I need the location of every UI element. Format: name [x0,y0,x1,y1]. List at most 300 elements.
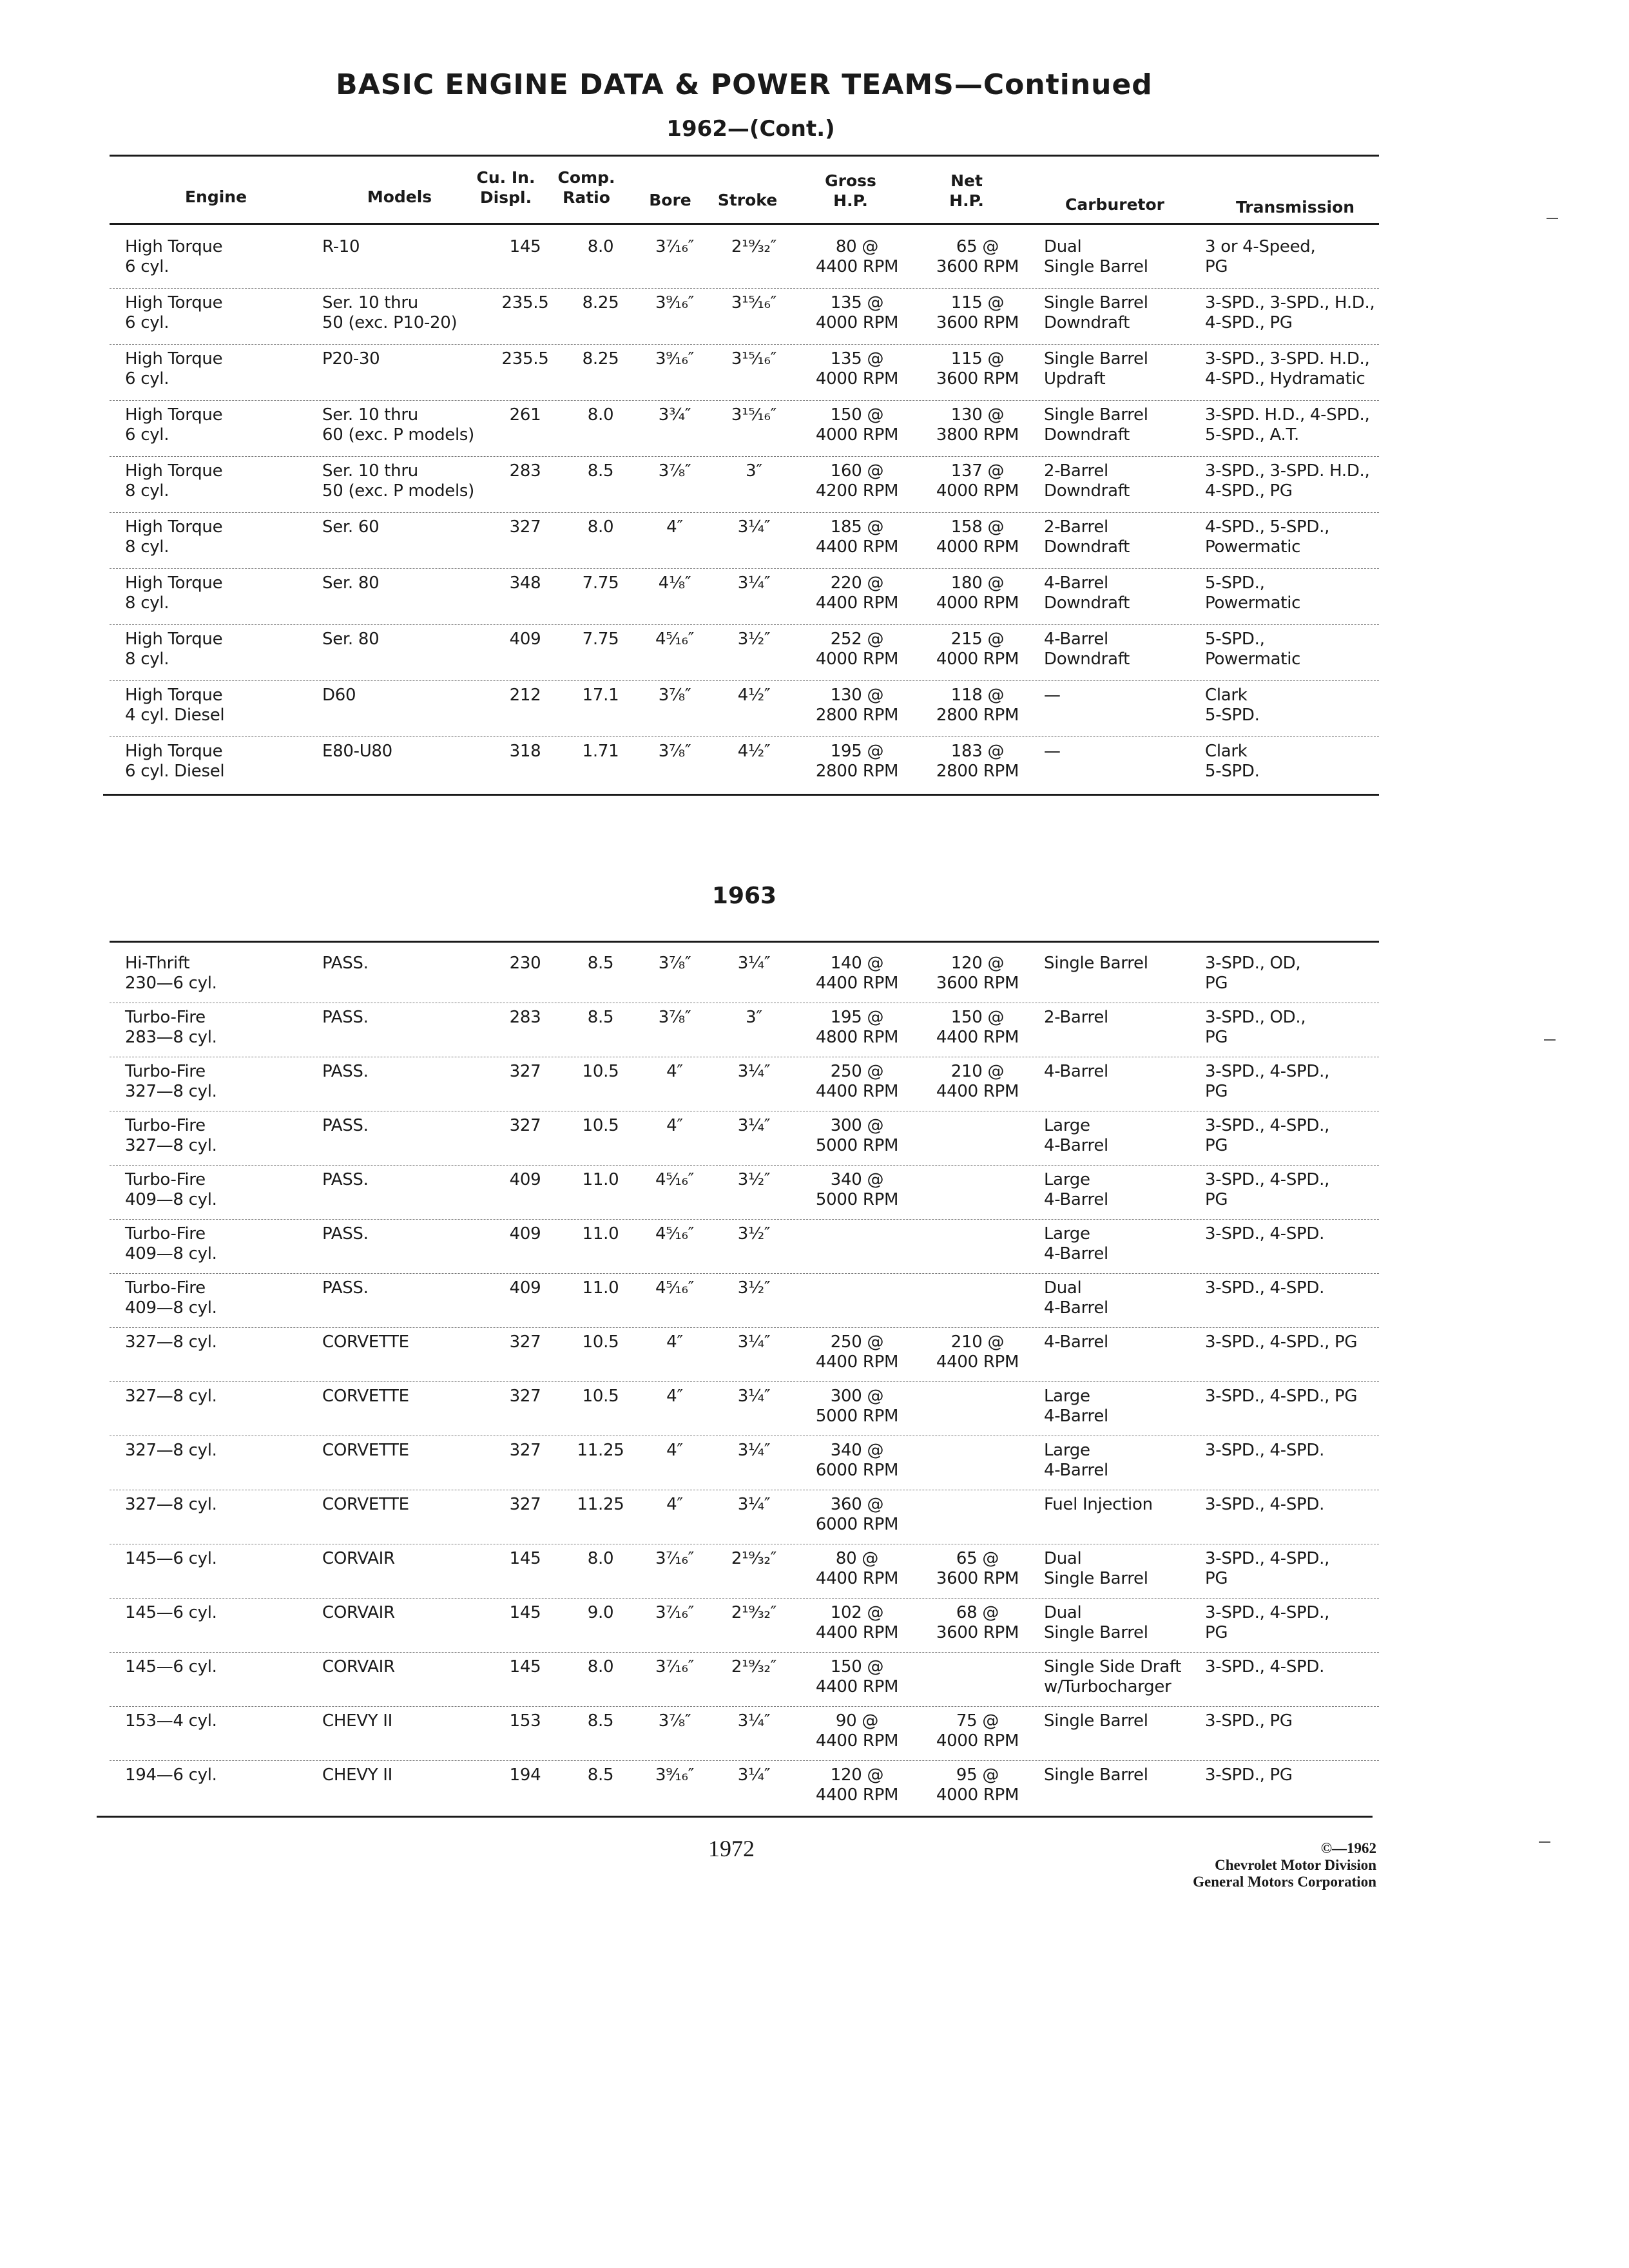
cell-net: 68 @ 3600 RPM [936,1603,1019,1642]
cell-displ: 409 [509,1170,541,1189]
cell-engine: 327—8 cyl. [125,1495,217,1514]
cell-engine: 145—6 cyl. [125,1603,217,1622]
cell-gross: 160 @ 4200 RPM [815,461,899,501]
cell-bore: 4″ [666,1441,683,1460]
cell-gross: 250 @ 4400 RPM [815,1062,899,1101]
cell-models: CORVAIR [322,1549,395,1568]
col-header-engine: Engine [184,187,247,206]
cell-displ: 145 [509,237,541,256]
cell-comp: 8.5 [587,461,614,481]
col-header-transmission: Transmission [1235,198,1355,216]
cell-engine: High Torque 8 cyl. [125,629,223,669]
cell-trans: 3-SPD. H.D., 4-SPD., 5-SPD., A.T. [1205,405,1370,445]
cell-gross: 252 @ 4000 RPM [815,629,899,669]
cell-displ: 261 [509,405,541,425]
cell-engine: 194—6 cyl. [125,1765,217,1785]
table-row [110,1652,1379,1707]
cell-carb: Single Barrel Downdraft [1044,405,1148,445]
table-row [110,680,1379,737]
cell-comp: 8.5 [587,954,614,973]
cell-carb: Dual Single Barrel [1044,1549,1148,1588]
page-title: BASIC ENGINE DATA & POWER TEAMS—Continued [336,68,1153,101]
cell-displ: 212 [509,686,541,705]
cell-stroke: 4½″ [737,742,771,761]
cell-gross: 300 @ 5000 RPM [815,1387,899,1426]
table-row [110,568,1379,625]
table-row [110,1706,1379,1761]
cell-displ: 153 [509,1711,541,1731]
cell-net: 130 @ 3800 RPM [936,405,1019,445]
cell-trans: 4-SPD., 5-SPD., Powermatic [1205,517,1330,557]
cell-comp: 7.75 [582,629,619,649]
cell-bore: 4″ [666,1387,683,1406]
cell-carb: Single Side Draft w/Turbocharger [1044,1657,1182,1696]
cell-bore: 4″ [666,1332,683,1352]
cell-stroke: 3¼″ [737,1441,771,1460]
cell-comp: 10.5 [582,1062,619,1081]
copyright-notice: ©—1962 Chevrolet Motor Division General Motors Corporation [1193,1840,1376,1890]
cell-engine: 327—8 cyl. [125,1332,217,1352]
table-row [110,948,1379,1003]
col-header-gross: Gross H.P. [825,171,876,210]
cell-engine: 145—6 cyl. [125,1549,217,1568]
cell-bore: 3⅞″ [658,1008,691,1027]
cell-trans: 3-SPD., 3-SPD., H.D., 4-SPD., PG [1205,293,1375,332]
cell-displ: 283 [509,1008,541,1027]
cell-displ: 409 [509,1278,541,1298]
cell-stroke: 3″ [746,461,762,481]
cell-displ: 235.5 [501,293,549,312]
cell-comp: 11.0 [582,1170,619,1189]
cell-comp: 10.5 [582,1387,619,1406]
cell-comp: 10.5 [582,1332,619,1352]
cell-comp: 11.25 [577,1495,624,1514]
cell-displ: 230 [509,954,541,973]
cell-displ: 327 [509,517,541,537]
cell-stroke: 3½″ [737,1224,771,1244]
section-1962-title: 1962—(Cont.) [666,116,835,142]
cell-stroke: 3½″ [737,1170,771,1189]
cell-trans: 3-SPD., 4-SPD. [1205,1495,1325,1514]
cell-stroke: 2¹⁹⁄₃₂″ [731,1657,777,1677]
table-row [110,1003,1379,1057]
cell-bore: 3⁹⁄₁₆″ [655,293,695,312]
cell-displ: 145 [509,1549,541,1568]
table-row [110,400,1379,457]
table-row [110,1165,1379,1220]
cell-comp: 8.0 [587,1657,614,1677]
cell-stroke: 3¼″ [737,1387,771,1406]
cell-comp: 8.5 [587,1008,614,1027]
cell-trans: 3-SPD., 4-SPD., PG [1205,1062,1330,1101]
cell-engine: Turbo-Fire 409—8 cyl. [125,1170,217,1209]
cell-bore: 4″ [666,1116,683,1135]
cell-engine: 153—4 cyl. [125,1711,217,1731]
cell-displ: 145 [509,1603,541,1622]
cell-bore: 4⁵⁄₁₆″ [655,629,695,649]
col-header-comp: Comp. Ratio [557,168,615,207]
cell-stroke: 3¼″ [737,573,771,593]
cell-net: 65 @ 3600 RPM [936,1549,1019,1588]
cell-net: 180 @ 4000 RPM [936,573,1019,613]
cell-stroke: 3¼″ [737,1062,771,1081]
margin-mark [1544,1039,1556,1041]
cell-carb: 4-Barrel [1044,1332,1108,1352]
cell-engine: Turbo-Fire 327—8 cyl. [125,1116,217,1155]
table-row [110,1544,1379,1599]
cell-trans: 3-SPD., 4-SPD., PG [1205,1387,1358,1406]
cell-engine: High Torque 6 cyl. [125,237,223,276]
col-header-displ: Cu. In. Displ. [476,168,535,207]
cell-comp: 10.5 [582,1116,619,1135]
cell-comp: 8.0 [587,405,614,425]
cell-carb: Large 4-Barrel [1044,1441,1108,1480]
cell-models: Ser. 60 [322,517,380,537]
table-row [110,512,1379,569]
cell-engine: Turbo-Fire 327—8 cyl. [125,1062,217,1101]
table-row [110,1219,1379,1274]
cell-gross: 195 @ 2800 RPM [815,742,899,781]
cell-carb: Large 4-Barrel [1044,1170,1108,1209]
cell-displ: 318 [509,742,541,761]
cell-models: PASS. [322,1170,369,1189]
table-1962-body [110,226,1379,793]
cell-gross: 140 @ 4400 RPM [815,954,899,993]
table-row [110,288,1379,345]
cell-gross: 135 @ 4000 RPM [815,293,899,332]
cell-carb: 2-Barrel Downdraft [1044,517,1130,557]
cell-comp: 1.71 [582,742,619,761]
cell-displ: 327 [509,1332,541,1352]
cell-trans: 3-SPD., 4-SPD. [1205,1441,1325,1460]
cell-engine: Turbo-Fire 409—8 cyl. [125,1224,217,1264]
cell-trans: Clark 5-SPD. [1205,686,1260,725]
cell-engine: Hi-Thrift 230—6 cyl. [125,954,217,993]
cell-trans: 3-SPD., 4-SPD. [1205,1224,1325,1244]
cell-trans: Clark 5-SPD. [1205,742,1260,781]
cell-stroke: 3″ [746,1008,762,1027]
cell-net: 158 @ 4000 RPM [936,517,1019,557]
cell-bore: 4⁵⁄₁₆″ [655,1170,695,1189]
cell-displ: 348 [509,573,541,593]
cell-bore: 3⁷⁄₁₆″ [655,1549,695,1568]
cell-engine: High Torque 8 cyl. [125,573,223,613]
cell-models: PASS. [322,1116,369,1135]
cell-net: 183 @ 2800 RPM [936,742,1019,781]
cell-carb: Single Barrel [1044,954,1148,973]
cell-comp: 8.0 [587,517,614,537]
cell-gross: 300 @ 5000 RPM [815,1116,899,1155]
cell-carb: Single Barrel [1044,1711,1148,1731]
table-1963-bottom-rule [97,1816,1373,1818]
cell-carb: Large 4-Barrel [1044,1224,1108,1264]
cell-carb: 2-Barrel Downdraft [1044,461,1130,501]
table-row [110,736,1379,793]
col-header-bore: Bore [649,191,691,209]
cell-comp: 9.0 [587,1603,614,1622]
cell-net: 118 @ 2800 RPM [936,686,1019,725]
cell-stroke: 3¼″ [737,517,771,537]
cell-engine: High Torque 8 cyl. [125,461,223,501]
cell-stroke: 2¹⁹⁄₃₂″ [731,1603,777,1622]
cell-engine: Turbo-Fire 283—8 cyl. [125,1008,217,1047]
cell-carb: — [1044,742,1061,761]
cell-stroke: 3¼″ [737,1711,771,1731]
cell-stroke: 3¼″ [737,954,771,973]
cell-models: CHEVY II [322,1765,393,1785]
cell-comp: 8.25 [582,293,619,312]
cell-gross: 90 @ 4400 RPM [815,1711,899,1751]
table-row [110,1057,1379,1111]
cell-models: PASS. [322,1278,369,1298]
table-row [110,1598,1379,1653]
cell-bore: 3⁹⁄₁₆″ [655,1765,695,1785]
cell-trans: 3-SPD., PG [1205,1765,1293,1785]
cell-engine: High Torque 6 cyl. [125,293,223,332]
table-row [110,456,1379,513]
cell-comp: 8.0 [587,1549,614,1568]
cell-carb: Single Barrel Downdraft [1044,293,1148,332]
cell-trans: 3-SPD., PG [1205,1711,1293,1731]
cell-trans: 3-SPD., 4-SPD., PG [1205,1549,1330,1588]
cell-models: D60 [322,686,356,705]
cell-gross: 120 @ 4400 RPM [815,1765,899,1805]
cell-models: Ser. 10 thru 60 (exc. P models) [322,405,474,445]
cell-gross: 150 @ 4400 RPM [815,1657,899,1696]
cell-stroke: 2¹⁹⁄₃₂″ [731,1549,777,1568]
cell-trans: 3-SPD., 4-SPD., PG [1205,1170,1330,1209]
cell-trans: 3-SPD., 4-SPD., PG [1205,1603,1330,1642]
cell-displ: 327 [509,1116,541,1135]
table-1962-header-rule [110,223,1379,225]
cell-models: CORVETTE [322,1332,409,1352]
cell-bore: 3⁷⁄₁₆″ [655,1657,695,1677]
cell-models: P20-30 [322,349,380,369]
cell-carb: Large 4-Barrel [1044,1116,1108,1155]
section-1963-title: 1963 [711,883,777,909]
cell-bore: 3⁹⁄₁₆″ [655,349,695,369]
cell-stroke: 3½″ [737,1278,771,1298]
cell-trans: 3-SPD., OD., PG [1205,1008,1306,1047]
cell-engine: High Torque 4 cyl. Diesel [125,686,225,725]
cell-gross: 135 @ 4000 RPM [815,349,899,389]
cell-net: 210 @ 4400 RPM [936,1332,1019,1372]
cell-models: CORVETTE [322,1441,409,1460]
col-header-models: Models [367,187,432,206]
cell-carb: 4-Barrel [1044,1062,1108,1081]
cell-stroke: 3¼″ [737,1116,771,1135]
cell-displ: 327 [509,1441,541,1460]
cell-displ: 327 [509,1062,541,1081]
col-header-carburetor: Carburetor [1065,195,1164,214]
cell-trans: 3-SPD., 3-SPD. H.D., 4-SPD., PG [1205,461,1370,501]
cell-gross: 220 @ 4400 RPM [815,573,899,613]
cell-stroke: 2¹⁹⁄₃₂″ [731,237,777,256]
cell-engine: Turbo-Fire 409—8 cyl. [125,1278,217,1318]
cell-displ: 235.5 [501,349,549,369]
cell-carb: Dual Single Barrel [1044,237,1148,276]
cell-gross: 80 @ 4400 RPM [815,237,899,276]
cell-engine: 327—8 cyl. [125,1387,217,1406]
cell-stroke: 3¹⁵⁄₁₆″ [731,349,777,369]
cell-gross: 340 @ 6000 RPM [815,1441,899,1480]
cell-carb: Large 4-Barrel [1044,1387,1108,1426]
cell-models: PASS. [322,1008,369,1027]
cell-displ: 283 [509,461,541,481]
table-row [110,1760,1379,1814]
cell-carb: 4-Barrel Downdraft [1044,573,1130,613]
table-row [110,232,1379,289]
cell-engine: High Torque 6 cyl. [125,405,223,445]
cell-trans: 3-SPD., 4-SPD. [1205,1278,1325,1298]
cell-net: 75 @ 4000 RPM [936,1711,1019,1751]
cell-carb: 4-Barrel Downdraft [1044,629,1130,669]
table-1962-bottom-rule [103,794,1379,796]
cell-trans: 3 or 4-Speed, PG [1205,237,1316,276]
cell-net: 210 @ 4400 RPM [936,1062,1019,1101]
table-row [110,1111,1379,1166]
cell-stroke: 3½″ [737,629,771,649]
cell-trans: 3-SPD., 4-SPD., PG [1205,1332,1358,1352]
table-row [110,1327,1379,1382]
table-1963-body [110,942,1379,1812]
cell-net: 137 @ 4000 RPM [936,461,1019,501]
cell-bore: 4″ [666,1062,683,1081]
cell-trans: 3-SPD., OD, PG [1205,954,1301,993]
cell-bore: 3⁷⁄₁₆″ [655,237,695,256]
cell-stroke: 3¼″ [737,1495,771,1514]
cell-stroke: 4½″ [737,686,771,705]
cell-carb: Dual Single Barrel [1044,1603,1148,1642]
cell-trans: 5-SPD., Powermatic [1205,629,1301,669]
cell-gross: 150 @ 4000 RPM [815,405,899,445]
cell-comp: 11.25 [577,1441,624,1460]
cell-net: 150 @ 4400 RPM [936,1008,1019,1047]
cell-displ: 409 [509,629,541,649]
cell-comp: 11.0 [582,1278,619,1298]
cell-net: 95 @ 4000 RPM [936,1765,1019,1805]
table-row [110,1436,1379,1490]
cell-models: R-10 [322,237,360,256]
col-header-stroke: Stroke [717,191,778,209]
cell-carb: 2-Barrel [1044,1008,1108,1027]
cell-gross: 360 @ 6000 RPM [815,1495,899,1534]
cell-comp: 8.5 [587,1765,614,1785]
table-row [110,624,1379,681]
cell-bore: 4⁵⁄₁₆″ [655,1278,695,1298]
table-row [110,1490,1379,1544]
cell-net: 120 @ 3600 RPM [936,954,1019,993]
cell-gross: 195 @ 4800 RPM [815,1008,899,1047]
cell-engine: High Torque 6 cyl. [125,349,223,389]
cell-bore: 3⅞″ [658,954,691,973]
cell-net: 115 @ 3600 RPM [936,349,1019,389]
cell-engine: High Torque 8 cyl. [125,517,223,557]
margin-mark [1539,1841,1550,1843]
cell-displ: 409 [509,1224,541,1244]
cell-comp: 8.5 [587,1711,614,1731]
cell-models: CORVAIR [322,1603,395,1622]
cell-carb: — [1044,686,1061,705]
cell-models: CORVETTE [322,1387,409,1406]
cell-engine: 145—6 cyl. [125,1657,217,1677]
cell-comp: 11.0 [582,1224,619,1244]
table-row [110,344,1379,401]
cell-net: 115 @ 3600 RPM [936,293,1019,332]
table-1962-top-rule [110,155,1379,157]
cell-models: CHEVY II [322,1711,393,1731]
cell-stroke: 3¹⁵⁄₁₆″ [731,293,777,312]
cell-trans: 3-SPD., 3-SPD. H.D., 4-SPD., Hydramatic [1205,349,1370,389]
cell-models: PASS. [322,1062,369,1081]
cell-comp: 7.75 [582,573,619,593]
cell-net: 65 @ 3600 RPM [936,237,1019,276]
cell-models: PASS. [322,1224,369,1244]
cell-bore: 4″ [666,517,683,537]
cell-engine: 327—8 cyl. [125,1441,217,1460]
cell-bore: 4⅛″ [658,573,691,593]
cell-bore: 4″ [666,1495,683,1514]
cell-models: PASS. [322,954,369,973]
cell-displ: 194 [509,1765,541,1785]
margin-mark [1547,218,1558,219]
cell-gross: 340 @ 5000 RPM [815,1170,899,1209]
cell-displ: 145 [509,1657,541,1677]
cell-trans: 3-SPD., 4-SPD., PG [1205,1116,1330,1155]
cell-engine: High Torque 6 cyl. Diesel [125,742,225,781]
cell-stroke: 3¼″ [737,1332,771,1352]
cell-gross: 250 @ 4400 RPM [815,1332,899,1372]
cell-bore: 4⁵⁄₁₆″ [655,1224,695,1244]
cell-bore: 3¾″ [658,405,691,425]
cell-bore: 3⅞″ [658,686,691,705]
cell-carb: Single Barrel [1044,1765,1148,1785]
cell-models: CORVETTE [322,1495,409,1514]
cell-bore: 3⅞″ [658,1711,691,1731]
table-row [110,1381,1379,1436]
cell-gross: 130 @ 2800 RPM [815,686,899,725]
cell-bore: 3⅞″ [658,461,691,481]
cell-displ: 327 [509,1387,541,1406]
cell-comp: 17.1 [582,686,619,705]
cell-displ: 327 [509,1495,541,1514]
cell-bore: 3⁷⁄₁₆″ [655,1603,695,1622]
cell-bore: 3⅞″ [658,742,691,761]
cell-models: E80-U80 [322,742,392,761]
cell-trans: 5-SPD., Powermatic [1205,573,1301,613]
col-header-net: Net H.P. [949,171,984,210]
cell-carb: Single Barrel Updraft [1044,349,1148,389]
cell-stroke: 3¼″ [737,1765,771,1785]
cell-comp: 8.25 [582,349,619,369]
cell-gross: 80 @ 4400 RPM [815,1549,899,1588]
page-number: 1972 [708,1836,755,1861]
cell-gross: 102 @ 4400 RPM [815,1603,899,1642]
cell-stroke: 3¹⁵⁄₁₆″ [731,405,777,425]
cell-carb: Dual 4-Barrel [1044,1278,1108,1318]
cell-carb: Fuel Injection [1044,1495,1153,1514]
cell-models: Ser. 10 thru 50 (exc. P models) [322,461,474,501]
cell-comp: 8.0 [587,237,614,256]
cell-models: Ser. 80 [322,573,380,593]
cell-models: CORVAIR [322,1657,395,1677]
table-row [110,1273,1379,1328]
cell-models: Ser. 10 thru 50 (exc. P10-20) [322,293,458,332]
cell-trans: 3-SPD., 4-SPD. [1205,1657,1325,1677]
cell-models: Ser. 80 [322,629,380,649]
cell-net: 215 @ 4000 RPM [936,629,1019,669]
cell-gross: 185 @ 4400 RPM [815,517,899,557]
